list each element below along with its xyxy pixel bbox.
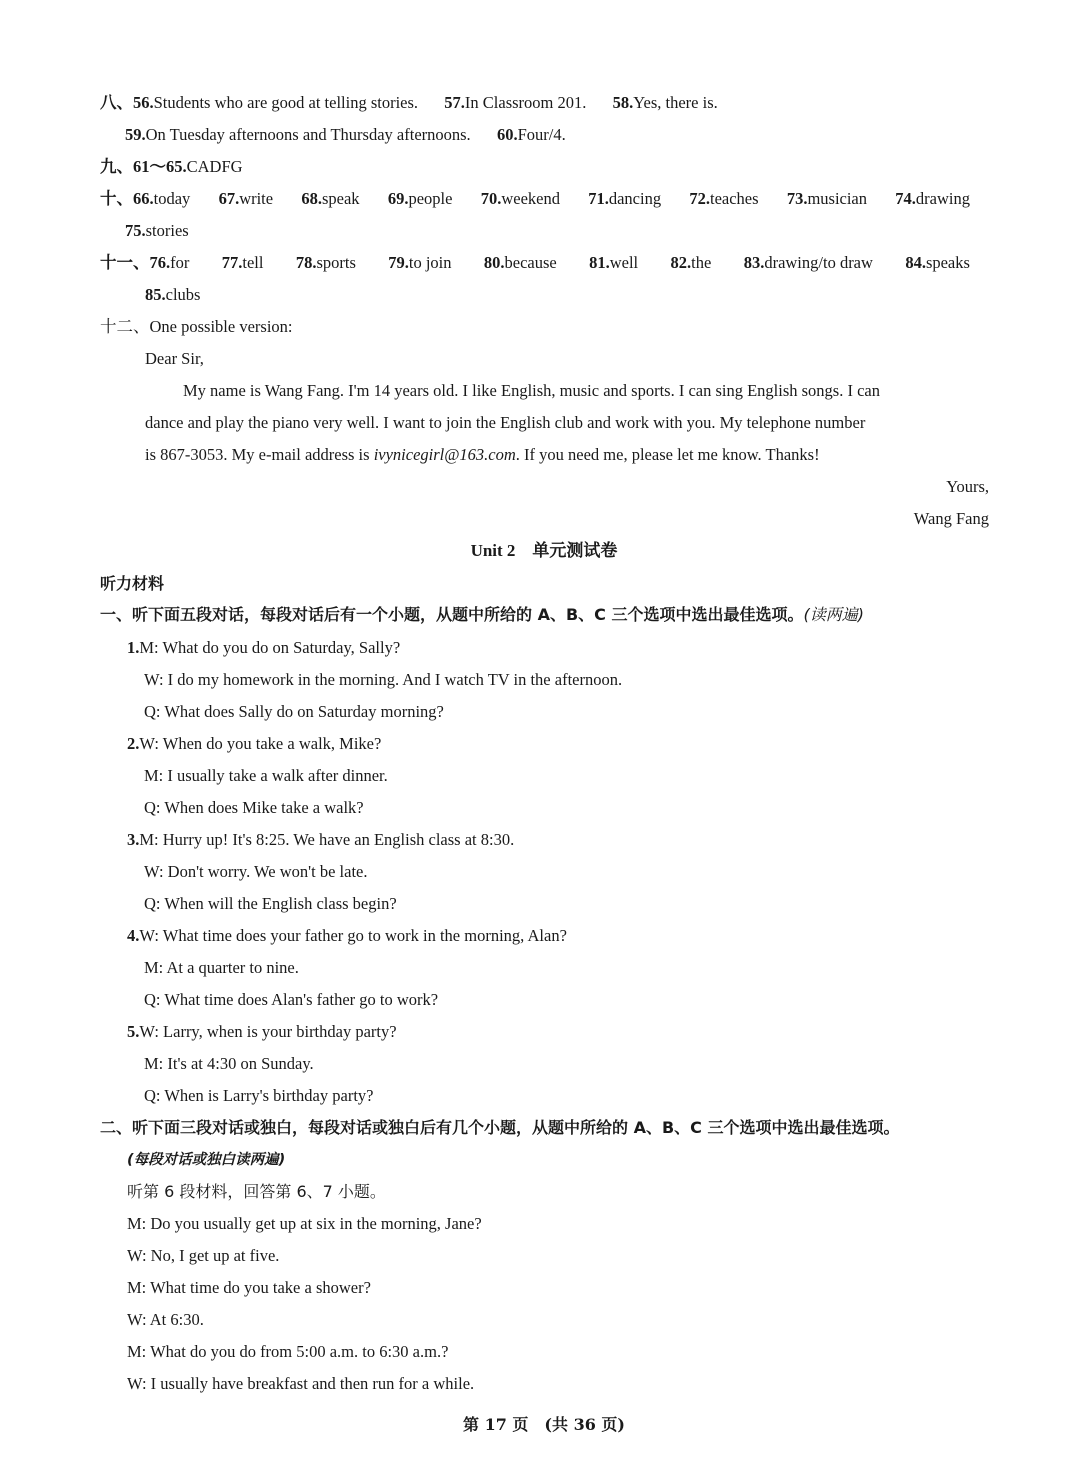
item-number: 69. <box>387 189 409 208</box>
dialogue-line <box>127 637 400 659</box>
item-number: 59. <box>125 125 146 144</box>
dialogue-text: M: Hurry up! It's 8:25. We have an English class at 8:30. <box>139 830 515 849</box>
answer-pair <box>589 252 638 274</box>
item-number: 十一、76. <box>100 253 171 272</box>
answer-text: weekend <box>501 189 560 208</box>
answer-pair <box>744 252 873 274</box>
answer-text: sports <box>316 253 356 272</box>
item-number: 83. <box>743 253 765 272</box>
dialogue-line: W: At 6:30. <box>127 1310 204 1329</box>
item-number: 67. <box>218 189 240 208</box>
answer-pair <box>671 252 712 274</box>
dialogue-line: W: I usually have breakfast and then run for a while. <box>127 1374 475 1393</box>
letter-paragraph-line: My name is Wang Fang. I'm 14 years old. I like English, music and sports. I can sing English songs. I can <box>183 381 880 400</box>
part-2-note: (每段对话或独白读两遍) <box>127 1152 286 1168</box>
dialogue-line: Q: When is Larry's birthday party? <box>144 1086 374 1105</box>
answer-pair <box>296 252 356 274</box>
answer-text: write <box>239 189 274 208</box>
answer-line-9 <box>100 156 243 178</box>
answer-text: drawing <box>915 189 970 208</box>
dialogue-line: W: No, I get up at five. <box>127 1246 280 1265</box>
item-number: 5. <box>127 1022 140 1041</box>
letter-signature: Wang Fang <box>913 509 989 528</box>
answer-pair <box>481 188 560 210</box>
answer-pair <box>388 252 451 274</box>
item-number: 2. <box>127 734 140 753</box>
answer-line-8b <box>125 124 566 146</box>
page-footer: 第 17 页 (共 36 页) <box>463 1415 625 1434</box>
item-number: 68. <box>301 189 322 208</box>
item-number: 十、66. <box>100 189 154 208</box>
answer-text: because <box>504 253 557 272</box>
answer-text: clubs <box>165 285 201 304</box>
answer-pair <box>222 252 264 274</box>
answer-text: teaches <box>709 189 759 208</box>
dialogue-line: Q: What time does Alan's father go to work? <box>144 990 439 1009</box>
answer-text: dancing <box>608 189 662 208</box>
item-number: 82. <box>670 253 692 272</box>
answer-text: the <box>691 253 712 272</box>
answer-line-10b <box>125 220 189 242</box>
answer-text: for <box>170 253 190 272</box>
item-number: 75. <box>125 221 146 240</box>
unit-title: Unit 2 单元测试卷 <box>470 541 618 560</box>
answer-pair <box>895 188 970 210</box>
item-number: 4. <box>127 926 140 945</box>
answer-text: people <box>408 189 453 208</box>
item-number: 1. <box>127 638 140 657</box>
item-number: 85. <box>145 285 166 304</box>
dialogue-line <box>127 733 381 755</box>
item-number: 60. <box>496 125 518 144</box>
answer-text: speaks <box>925 253 970 272</box>
answer-pair <box>100 188 190 210</box>
item-number: 九、61～65. <box>100 157 187 176</box>
letter-paragraph-line <box>145 444 820 466</box>
answer-pair <box>100 252 189 274</box>
item-number: 78. <box>295 253 317 272</box>
section-12-heading: 十二、One possible version: <box>100 317 293 336</box>
answer-text: to join <box>408 253 452 272</box>
answer-text: Students who are good at telling stories. <box>153 93 419 112</box>
item-number: 80. <box>483 253 505 272</box>
letter-closing: Yours, <box>946 477 989 496</box>
part-2-intro: 听第 6 段材料，回答第 6、7 小题。 <box>127 1182 386 1201</box>
answer-text: tell <box>242 253 264 272</box>
answer-text: drawing/to draw <box>764 253 873 272</box>
answer-pair <box>588 188 661 210</box>
answer-pair <box>484 252 557 274</box>
answer-text: CADFG <box>186 157 243 176</box>
letter-paragraph-line: dance and play the piano very well. I want to join the English club and work with you. My telephone number <box>145 413 866 432</box>
answer-text: today <box>153 189 191 208</box>
dialogue-line <box>127 829 514 851</box>
dialogue-line: M: What do you do from 5:00 a.m. to 6:30 a.m.? <box>127 1342 449 1361</box>
item-number: 58. <box>612 93 634 112</box>
dialogue-line: M: At a quarter to nine. <box>144 958 299 977</box>
answer-line-11b <box>145 284 200 306</box>
answer-pair <box>388 188 453 210</box>
answer-pair <box>905 252 970 274</box>
item-number: 74. <box>895 189 916 208</box>
item-number: 81. <box>589 253 610 272</box>
answer-text: Yes, there is. <box>633 93 718 112</box>
dialogue-text: M: What do you do on Saturday, Sally? <box>139 638 401 657</box>
item-number: 72. <box>689 189 710 208</box>
item-number: 79. <box>388 253 409 272</box>
answer-text: musician <box>807 189 868 208</box>
answer-text: Four/4. <box>517 125 566 144</box>
answer-pair <box>219 188 274 210</box>
item-number: 57. <box>444 93 465 112</box>
answer-line-8a <box>100 92 718 114</box>
dialogue-line <box>127 925 567 947</box>
dialogue-line: M: It's at 4:30 on Sunday. <box>144 1054 314 1073</box>
dialogue-line: M: Do you usually get up at six in the morning, Jane? <box>127 1214 482 1233</box>
answer-text: speak <box>321 189 360 208</box>
part-1-heading <box>100 604 864 626</box>
heading-text: 一、听下面五段对话，每段对话后有一个小题，从题中所给的 A、B、C 三个选项中选出最佳选项。 <box>100 605 804 624</box>
dialogue-line <box>127 1021 397 1043</box>
item-number: 八、56. <box>100 93 154 112</box>
dialogue-text: W: Larry, when is your birthday party? <box>139 1022 397 1041</box>
dialogue-line: M: What time do you take a shower? <box>127 1278 371 1297</box>
letter-text: . If you need me, please let me know. Thanks! <box>515 445 820 464</box>
letter-greeting: Dear Sir, <box>145 349 204 368</box>
answer-text: stories <box>145 221 189 240</box>
dialogue-line: W: Don't worry. We won't be late. <box>144 862 368 881</box>
item-number: 3. <box>127 830 140 849</box>
answer-text: On Tuesday afternoons and Thursday afternoons. <box>145 125 471 144</box>
item-number: 71. <box>588 189 609 208</box>
answer-pair <box>301 188 359 210</box>
dialogue-line: M: I usually take a walk after dinner. <box>144 766 388 785</box>
listening-title: 听力材料 <box>100 574 165 593</box>
dialogue-line: Q: When will the English class begin? <box>144 894 397 913</box>
answer-line-10a <box>100 188 970 210</box>
item-number: 84. <box>905 253 926 272</box>
letter-text: is 867-3053. My e-mail address is <box>145 445 374 464</box>
dialogue-line: Q: What does Sally do on Saturday morning? <box>144 702 444 721</box>
part-2-heading: 二、听下面三段对话或独白，每段对话或独白后有几个小题，从题中所给的 A、B、C 三个选项中选出最佳选项。 <box>100 1118 900 1137</box>
answer-pair <box>689 188 758 210</box>
answer-text: In Classroom 201. <box>464 93 587 112</box>
email-address: ivynicegirl@163.com <box>373 445 516 464</box>
dialogue-line: W: I do my homework in the morning. And I watch TV in the afternoon. <box>144 670 623 689</box>
dialogue-text: W: What time does your father go to work in the morning, Alan? <box>139 926 567 945</box>
answer-line-11a <box>100 252 970 274</box>
dialogue-text: W: When do you take a walk, Mike? <box>139 734 382 753</box>
item-number: 77. <box>221 253 243 272</box>
answer-text: well <box>609 253 639 272</box>
item-number: 73. <box>786 189 808 208</box>
answer-pair <box>787 188 867 210</box>
heading-note: (读两遍) <box>803 605 864 624</box>
item-number: 70. <box>480 189 502 208</box>
dialogue-line: Q: When does Mike take a walk? <box>144 798 364 817</box>
